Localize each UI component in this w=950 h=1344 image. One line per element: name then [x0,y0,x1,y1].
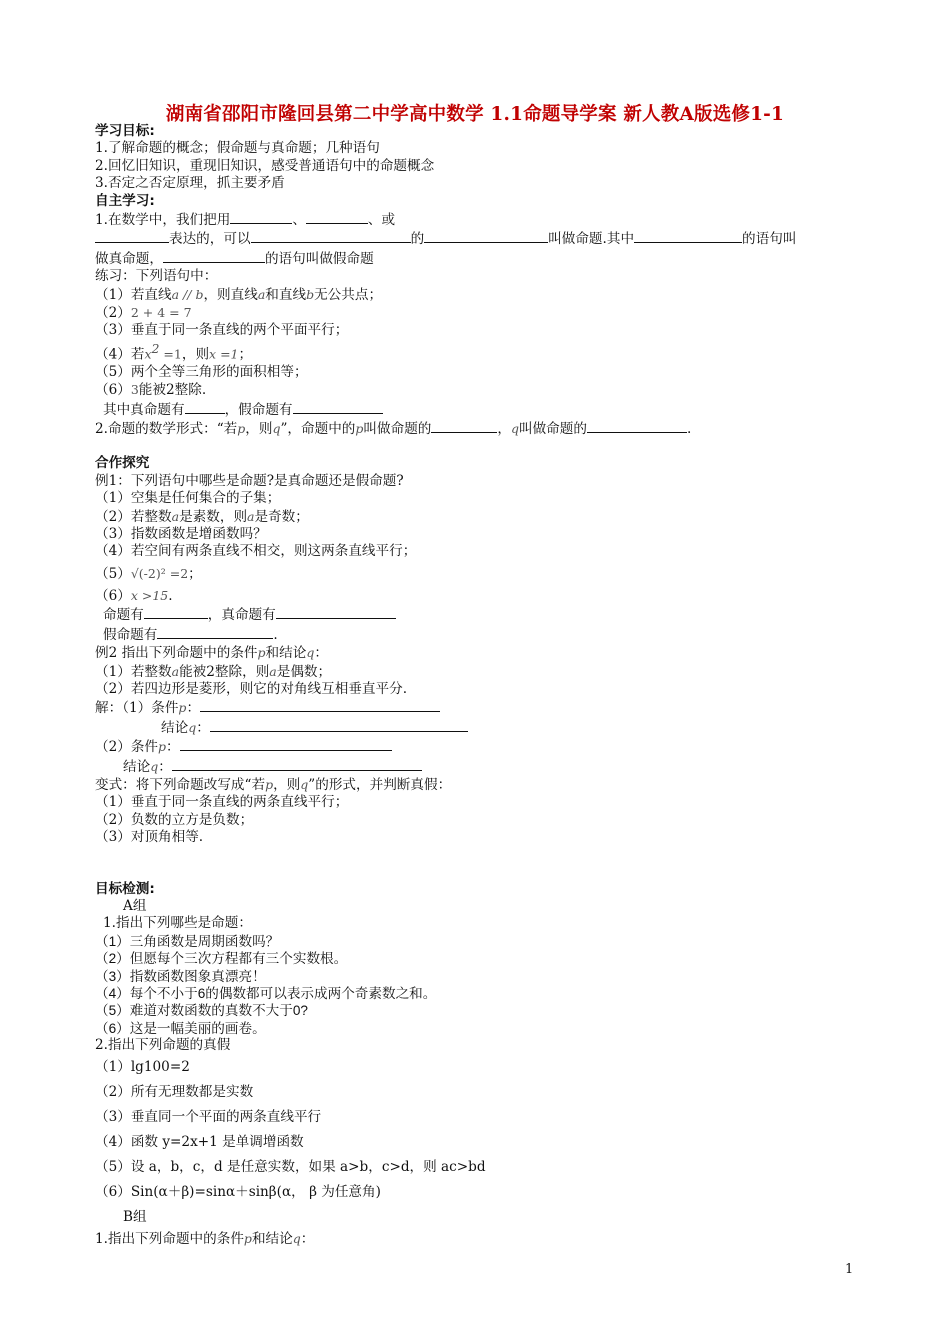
blank[interactable] [230,210,292,224]
blank[interactable] [144,605,208,619]
blank[interactable] [185,400,225,414]
fill-line: 1.在数学中，我们把用 、 、或 [95,212,396,229]
goal-item: 2.回忆旧知识，重现旧知识，感受普通语句中的命题概念 [95,157,435,174]
fill-line: 表达的，可以 的 叫做命题.其中 的语句叫 [95,229,855,248]
blank[interactable] [172,757,422,771]
section-heading-self-study: 自主学习: [95,192,155,209]
example-title: 例2 指出下列命题中的条件p和结论q： [95,645,328,662]
blank[interactable] [95,229,169,243]
answer-line: 命题有 ，真命题有 [95,605,855,624]
solution-line: 结论q： [95,718,855,737]
answer-line: 其中真命题有 ，假命题有 [95,400,855,419]
blank[interactable] [587,419,687,433]
question-title: 1.指出下列命题中的条件p和结论q： [95,1230,315,1247]
question-item: （4）函数 y=2x+1 是单调增函数 [95,1133,304,1150]
practice-item: （4）若$x^2 =1$，则x =1； [95,340,253,363]
question-item: （5）难道对数函数的真数不大于0? [95,1003,308,1019]
question-item: （4）每个不小于6的偶数都可以表示成两个奇素数之和。 [95,986,437,1001]
solution-line: 解：（1）条件p： [95,698,855,717]
document-title: 湖南省邵阳市隆回县第二中学高中数学 1.1命题导学案 新人教A版选修1-1 [165,104,785,125]
blank[interactable] [293,400,383,414]
practice-item: （3）垂直于同一条直线的两个平面平行； [95,322,349,339]
goal-item: 1.了解命题的概念；假命题与真命题；几种语句 [95,140,380,157]
example-title: 例1：下列语句中哪些是命题?是真命题还是假命题? [95,472,404,489]
example-item: （4）若空间有两条直线不相交，则这两条直线平行； [95,543,417,560]
example-item: （6）x >15. [95,587,173,604]
blank[interactable] [306,210,368,224]
practice-item: （5）两个全等三角形的面积相等； [95,363,308,380]
question-item: （6）Sin(α＋β)=sinα＋sinβ(α， β 为任意角) [95,1183,381,1200]
example-item: （2）若整数a是素数，则a是奇数； [95,508,309,525]
blank[interactable] [163,249,265,263]
section-heading-check: 目标检测: [95,880,155,897]
solution-line: （2）条件p： [95,737,855,756]
question-title: 2.指出下列命题的真假 [95,1037,231,1054]
blank[interactable] [251,229,411,243]
group-label-a: A组 [123,897,147,914]
solution-line: 结论q： [95,757,855,776]
question-item: （3）指数函数图象真漂亮！ [95,968,266,984]
example-item: （1）若整数a能被2整除，则a是偶数； [95,663,332,680]
practice-item: （2）2 + 4 = 7 [95,305,192,322]
blank[interactable] [424,229,548,243]
variant-item: （2）负数的立方是负数； [95,811,254,828]
variant-title: 变式：将下列命题改写成“若p，则q”的形式，并判断真假： [95,776,452,793]
variant-item: （3）对顶角相等. [95,829,204,846]
blank[interactable] [157,625,273,639]
blank[interactable] [180,737,392,751]
question-line: 2.命题的数学形式：“若p，则q”，命题中的p叫做命题的 ，q叫做命题的 . [95,421,692,438]
question-item: （3）垂直同一个平面的两条直线平行 [95,1108,322,1125]
fill-line: 做真命题， 的语句叫做假命题 [95,250,374,267]
answer-line: 假命题有 . [103,626,278,643]
practice-item: （6）3能被2整除. [95,382,207,399]
question-item: （2）但愿每个三次方程都有三个实数根。 [95,951,348,967]
practice-heading: 练习：下列语句中： [95,268,218,285]
example-item: （3）指数函数是增函数吗？ [95,526,267,543]
group-label-b: B组 [123,1208,147,1225]
practice-item: （1）若直线a // b，则直线a和直线b无公共点； [95,286,383,303]
blank[interactable] [200,698,440,712]
goal-item: 3.否定之否定原理，抓主要矛盾 [95,175,285,192]
example-item: （5）√(-2)² =2； [95,565,202,582]
question-item: （1）三角函数是周期函数吗？ [95,933,280,949]
question-title: 1.指出下列哪些是命题： [103,915,252,932]
question-item: （6）这是一幅美丽的画卷。 [95,1020,266,1036]
section-heading-goals: 学习目标: [95,123,155,139]
blank[interactable] [276,605,396,619]
blank[interactable] [210,718,468,732]
section-heading-explore: 合作探究 [95,455,150,472]
variant-item: （1）垂直于同一条直线的两条直线平行； [95,794,349,811]
page-number: 1 [845,1262,854,1277]
blank[interactable] [634,229,742,243]
question-item: （2）所有无理数都是实数 [95,1083,254,1100]
blank[interactable] [431,419,497,433]
question-item: （1）lg100=2 [95,1058,190,1075]
example-item: （2）若四边形是菱形，则它的对角线互相垂直平分. [95,680,408,697]
document-body [95,123,855,1248]
question-item: （5）设 a，b，c，d 是任意实数，如果 a>b，c>d，则 ac>bd [95,1158,486,1175]
example-item: （1）空集是任何集合的子集； [95,490,281,507]
